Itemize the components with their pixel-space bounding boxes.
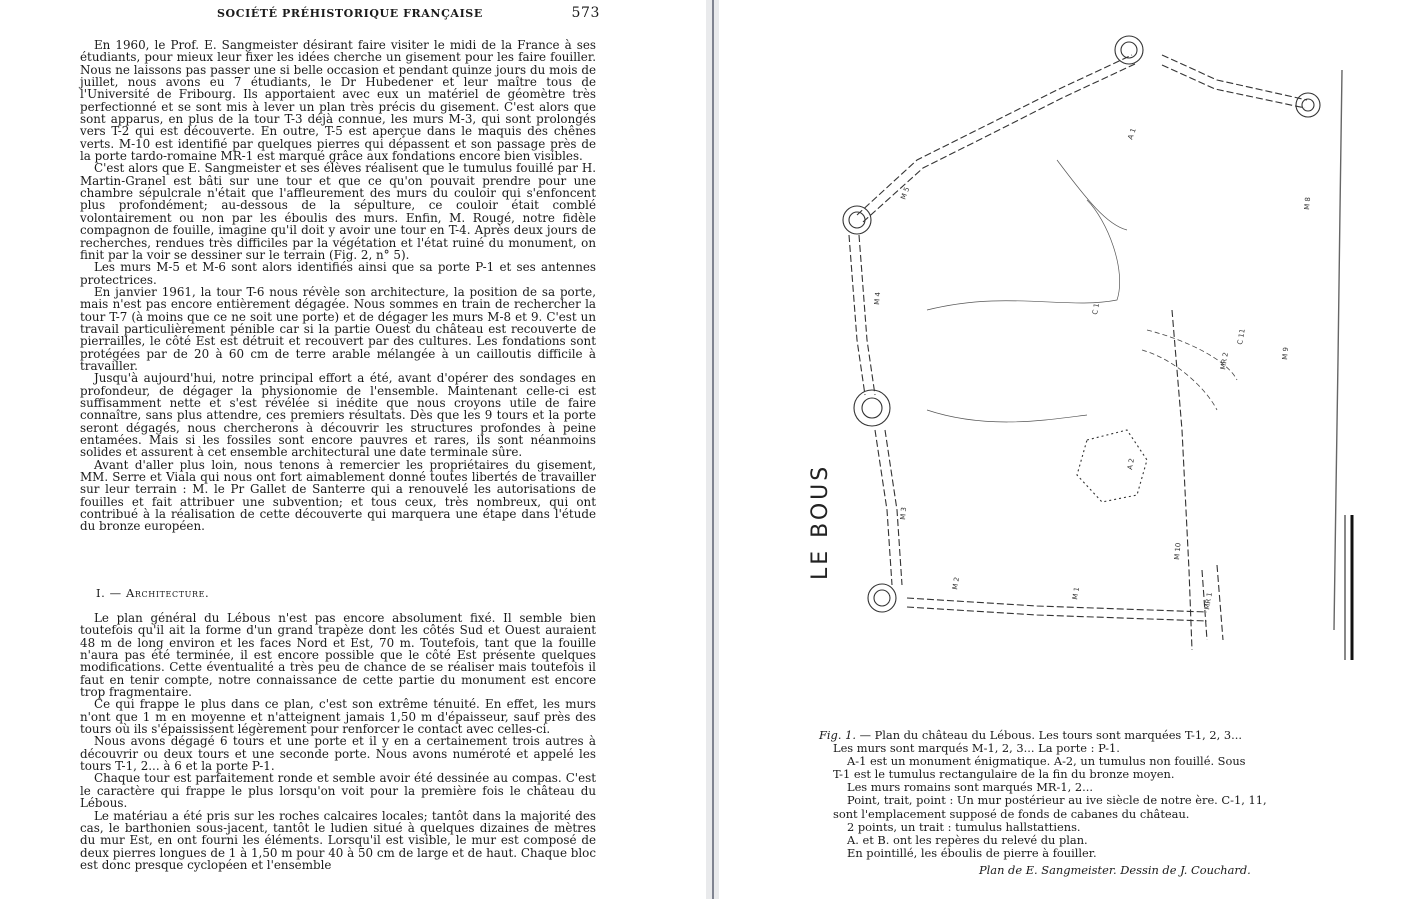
caption-line: T-1 est le tumulus rectangulaire de la fin du bronze moyen.	[833, 767, 1175, 782]
section-title: Architecture.	[126, 586, 210, 600]
paragraph: Le plan général du Lébous n'est pas encore absolument fixé. Il semble bien toutefois qu'il ait la forme d'un grand trapèze dont les côtés Sud et Ouest auraient 48 m de long environ et les faces Nord et Est, 70 m. Toutefois, tant que la fouille n'aura pas été terminée, il est encore possible que le côté Est présente quelques modifications. Cette éventualité a très peu de chance de se réaliser mais toutefois il faut en tenir compte, notre connaissance de cette partie du monument est encore trop fragmentaire.	[80, 611, 596, 700]
paragraph: Chaque tour est parfaitement ronde et semble avoir été dessinée au compas. C'est le caractère qui frappe le plus lorsqu'on voit pour la première fois le château du Lébous.	[80, 771, 596, 811]
map-label: M 8	[1303, 196, 1313, 211]
paragraph: Le matériau a été pris sur les roches calcaires locales; tantôt dans la majorité des cas, le barthonien sous-jacent, tantôt le ludien situé à quelques dizaines de mètres du mur Est, en ont fourni les éléments. Lorsqu'il est visible, le mur est composé de deux pierres longues de 1 à 1,50 m pour 40 à 50 cm de large et de haut. Chaque bloc est donc presque cyclopéen et l'ensemble	[80, 808, 596, 872]
page-number: 573	[571, 5, 600, 21]
paragraph: C'est alors que E. Sangmeister et ses élèves réalisent que le tumulus fouillé par H. Martin-Granel est bâti sur une tour et que ce qu'on pouvait prendre pour une chambre sépulcrale n'était que l'affleurement des murs du couloir qui s'enfoncent plus profondément; au-dessous de la sépulture, ce couloir était comblé volontairement ou non par les éboulis des murs. Enfin, M. Rougé, notre fidèle compagnon de fouille, imagine qu'il doit y avoir une tour en T-4. Après deux jours de recherches, rendues très difficiles par la végétation et l'état ruiné du monument, on finit par la voir se dessiner sur le terrain (Fig. 2, n° 5).	[80, 161, 596, 262]
left-page	[0, 0, 706, 899]
caption-line: En pointillé, les éboulis de pierre à fouiller.	[847, 845, 1097, 860]
paragraph: Jusqu'à aujourd'hui, notre principal effort a été, avant d'opérer des sondages en profondeur, de dégager la physionomie de l'ensemble. Maintenant celle-ci est suffisamment nette et s'est révélée si inédite que nous croyons utile de faire connaître, sans plus attendre, ces premiers résultats. Dès que les 9 tours et la porte seront dégagés, nous chercherons à découvrir les structures profondes à peine entamées. Mais si les fossiles sont encore pauvres et rares, ils sont néanmoins solides et assurent à cet ensemble architectural une date terminale sûre.	[80, 371, 596, 460]
map-label: A 1	[1126, 127, 1138, 141]
body-text-top	[80, 39, 596, 533]
body-text-bottom	[80, 612, 596, 871]
map-label: C 1	[1091, 302, 1101, 316]
paragraph: En janvier 1961, la tour T-6 nous révèle son architecture, la position de sa porte, mais n'est pas encore entièrement dégagée. Nous sommes en train de rechercher la tour T-7 (à moins que ce ne soit une porte) et de dégager les murs M-8 et 9. C'est un travail particulièrement pénible car si la partie Ouest du château est recouverte de pierrailles, le côté Est est détruit et recouvert par des cultures. Les fondations sont protégées par de 20 à 60 cm de terre arable mélangée à un cailloutis difficile à travailler.	[80, 284, 596, 373]
caption-line: — Plan du château du Lébous. Les tours sont marquées T-1, 2, 3...	[859, 728, 1242, 742]
figure-label: Fig. 1.	[819, 728, 856, 742]
map-label: M 1	[1071, 586, 1082, 601]
map-label: MR 2	[1219, 351, 1231, 371]
figure-credit: Plan de E. Sangmeister. Dessin de J. Couchard.	[979, 862, 1251, 877]
section-number: I. —	[96, 586, 122, 600]
section-heading	[96, 586, 209, 600]
map-label: M 4	[873, 291, 883, 306]
map-label: C 11	[1236, 328, 1247, 346]
paragraph: Avant d'aller plus loin, nous tenons à remercier les propriétaires du gisement, MM. Serre et Viala qui nous ont fort aimablement donné toutes libertés de travailler sur leur terrain : M. le Pr Gallet de Santerre qui a renouvelé les autorisations de fouilles et fait attribuer une subvention; et tous ceux, très nombreux, qui ont contribué à la réalisation de cette découverte qui marquera une étape dans l'étude du bronze européen.	[80, 457, 596, 534]
site-plan-map	[787, 10, 1417, 680]
caption-line: A. et B. ont les repères du relevé du plan.	[847, 832, 1088, 847]
map-label: M 5	[899, 185, 912, 201]
paragraph: Les murs M-5 et M-6 sont alors identifiés ainsi que sa porte P-1 et ses antennes protectrices.	[80, 260, 596, 287]
caption-line: sont l'emplacement supposé de fonds de cabanes du château.	[833, 806, 1190, 821]
caption-line: Point, trait, point : Un mur postérieur au ive siècle de notre ère. C-1, 11,	[847, 793, 1267, 808]
figure-caption	[819, 729, 1419, 877]
map-label: A 2	[1126, 457, 1136, 471]
paragraph: En 1960, le Prof. E. Sangmeister désirant faire visiter le midi de la France à ses étudiants, pour mieux leur fixer les idées cherche un gisement pour les faire fouiller. Nous ne laissons pas passer une si belle occasion et pendant quinze jours du mois de juillet, nous avons eu 7 étudiants, le Dr Hubedener et leur maître tous de l'Université de Fribourg. Ils apportaient avec eux un matériel de géomètre très perfectionné et se sont mis à lever un plan très précis du gisement. C'est alors que sont apparus, en plus de la tour T-3 déjà connue, les murs M-3, qui sont prolongés vers T-2 qui est découverte. En outre, T-5 est aperçue dans le maquis des chênes verts. M-10 est identifié par quelques pierres qui dépassent et son passage près de la porte tardo-romaine MR-1 est marqué grâce aux fondations encore bien visibles.	[80, 38, 596, 164]
caption-line: Les murs romains sont marqués MR-1, 2...	[847, 780, 1093, 795]
paragraph: Nous avons dégagé 6 tours et une porte et il y en a certainement trois autres à découvrir ou deux tours et une seconde porte. Nous avons numéroté et appelé les tours T-1, 2... à 6 et la porte P-1.	[80, 734, 596, 774]
caption-line: A-1 est un monument énigmatique. A-2, un tumulus non fouillé. Sous	[847, 754, 1246, 769]
map-label: M 9	[1281, 346, 1291, 361]
caption-line: 2 points, un trait : tumulus hallstattiens.	[847, 819, 1081, 834]
map-label: M 2	[951, 576, 962, 591]
running-header	[205, 6, 625, 24]
right-page	[719, 0, 1426, 899]
page-gutter	[706, 0, 719, 899]
paragraph: Ce qui frappe le plus dans ce plan, c'est son extrême ténuité. En effet, les murs n'ont que 1 m en moyenne et n'atteignent jamais 1,50 m d'épaisseur, sauf près des tours où ils s'épaississent légèrement pour renforcer le contact avec celles-ci.	[80, 697, 596, 737]
map-label: MR 1	[1203, 591, 1215, 611]
caption-line: Les murs sont marqués M-1, 2, 3... La porte : P-1.	[833, 741, 1120, 756]
map-label: M 3	[899, 506, 909, 521]
map-label: M 10	[1173, 542, 1183, 561]
journal-title: SOCIÉTÉ PRÉHISTORIQUE FRANÇAISE	[217, 7, 483, 20]
map-place-label: LE BOUS	[808, 463, 833, 580]
